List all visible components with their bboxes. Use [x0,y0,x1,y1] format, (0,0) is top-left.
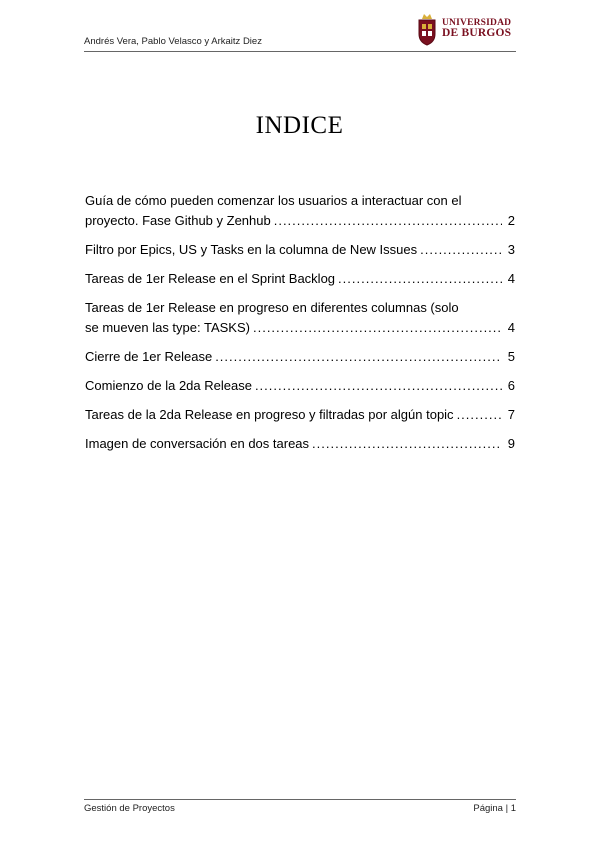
toc-dot-leader [338,271,502,286]
toc-entry[interactable] [85,436,515,456]
header-authors: Andrés Vera, Pablo Velasco y Arkaitz Diez [84,36,262,47]
toc-entry[interactable] [85,242,515,262]
footer-page-number: Página | 1 [473,803,516,814]
toc-entry[interactable] [85,271,515,291]
table-of-contents [85,193,515,465]
toc-dot-leader [420,242,502,257]
university-logo [416,10,516,48]
footer-divider [84,799,516,800]
toc-entry[interactable] [85,407,515,427]
toc-dot-leader [457,407,502,422]
toc-entry-text: proyecto. Fase Github y Zenhub [85,213,271,228]
toc-entry[interactable] [85,300,515,340]
toc-page-number: 5 [507,349,515,364]
page-title: INDICE [255,112,344,139]
logo-line-2: DE BURGOS [442,27,512,39]
toc-page-number: 9 [507,436,515,451]
toc-entry[interactable] [85,193,515,233]
logo-line-1: UNIVERSIDAD [442,17,512,28]
toc-dot-leader [255,378,502,393]
toc-entry-text: Imagen de conversación en dos tareas [85,436,310,451]
toc-page-number: 6 [507,378,515,393]
toc-page-number: 3 [507,242,515,257]
header-divider [84,51,516,52]
toc-entry[interactable] [85,349,515,369]
toc-entry-text: Comienzo de la 2da Release [85,378,252,393]
toc-entry-text-line1: Tareas de 1er Release en progreso en diferentes columnas (solo [85,300,459,315]
toc-entry[interactable] [85,378,515,398]
toc-dot-leader [312,436,502,451]
toc-entry-text: Filtro por Epics, US y Tasks en la columna de New Issues [85,242,418,257]
toc-dot-leader [253,320,502,335]
footer-course: Gestión de Proyectos [84,803,175,814]
toc-page-number: 7 [507,407,515,422]
toc-page-number: 4 [507,320,515,335]
logo-wordmark [442,19,511,40]
toc-page-number: 2 [507,213,515,228]
toc-entry-text: se mueven las type: TASKS) [85,320,250,335]
toc-entry-text: Tareas de la 2da Release en progreso y filtradas por algún topic [85,407,454,422]
crest-icon [416,12,438,46]
toc-entry-text: Tareas de 1er Release en el Sprint Backlog [85,271,336,286]
toc-dot-leader [215,349,502,364]
toc-entry-text: Cierre de 1er Release [85,349,213,364]
toc-page-number: 4 [507,271,515,286]
toc-dot-leader [274,213,502,228]
toc-entry-text-line1: Guía de cómo pueden comenzar los usuarios a interactuar con el [85,193,462,208]
